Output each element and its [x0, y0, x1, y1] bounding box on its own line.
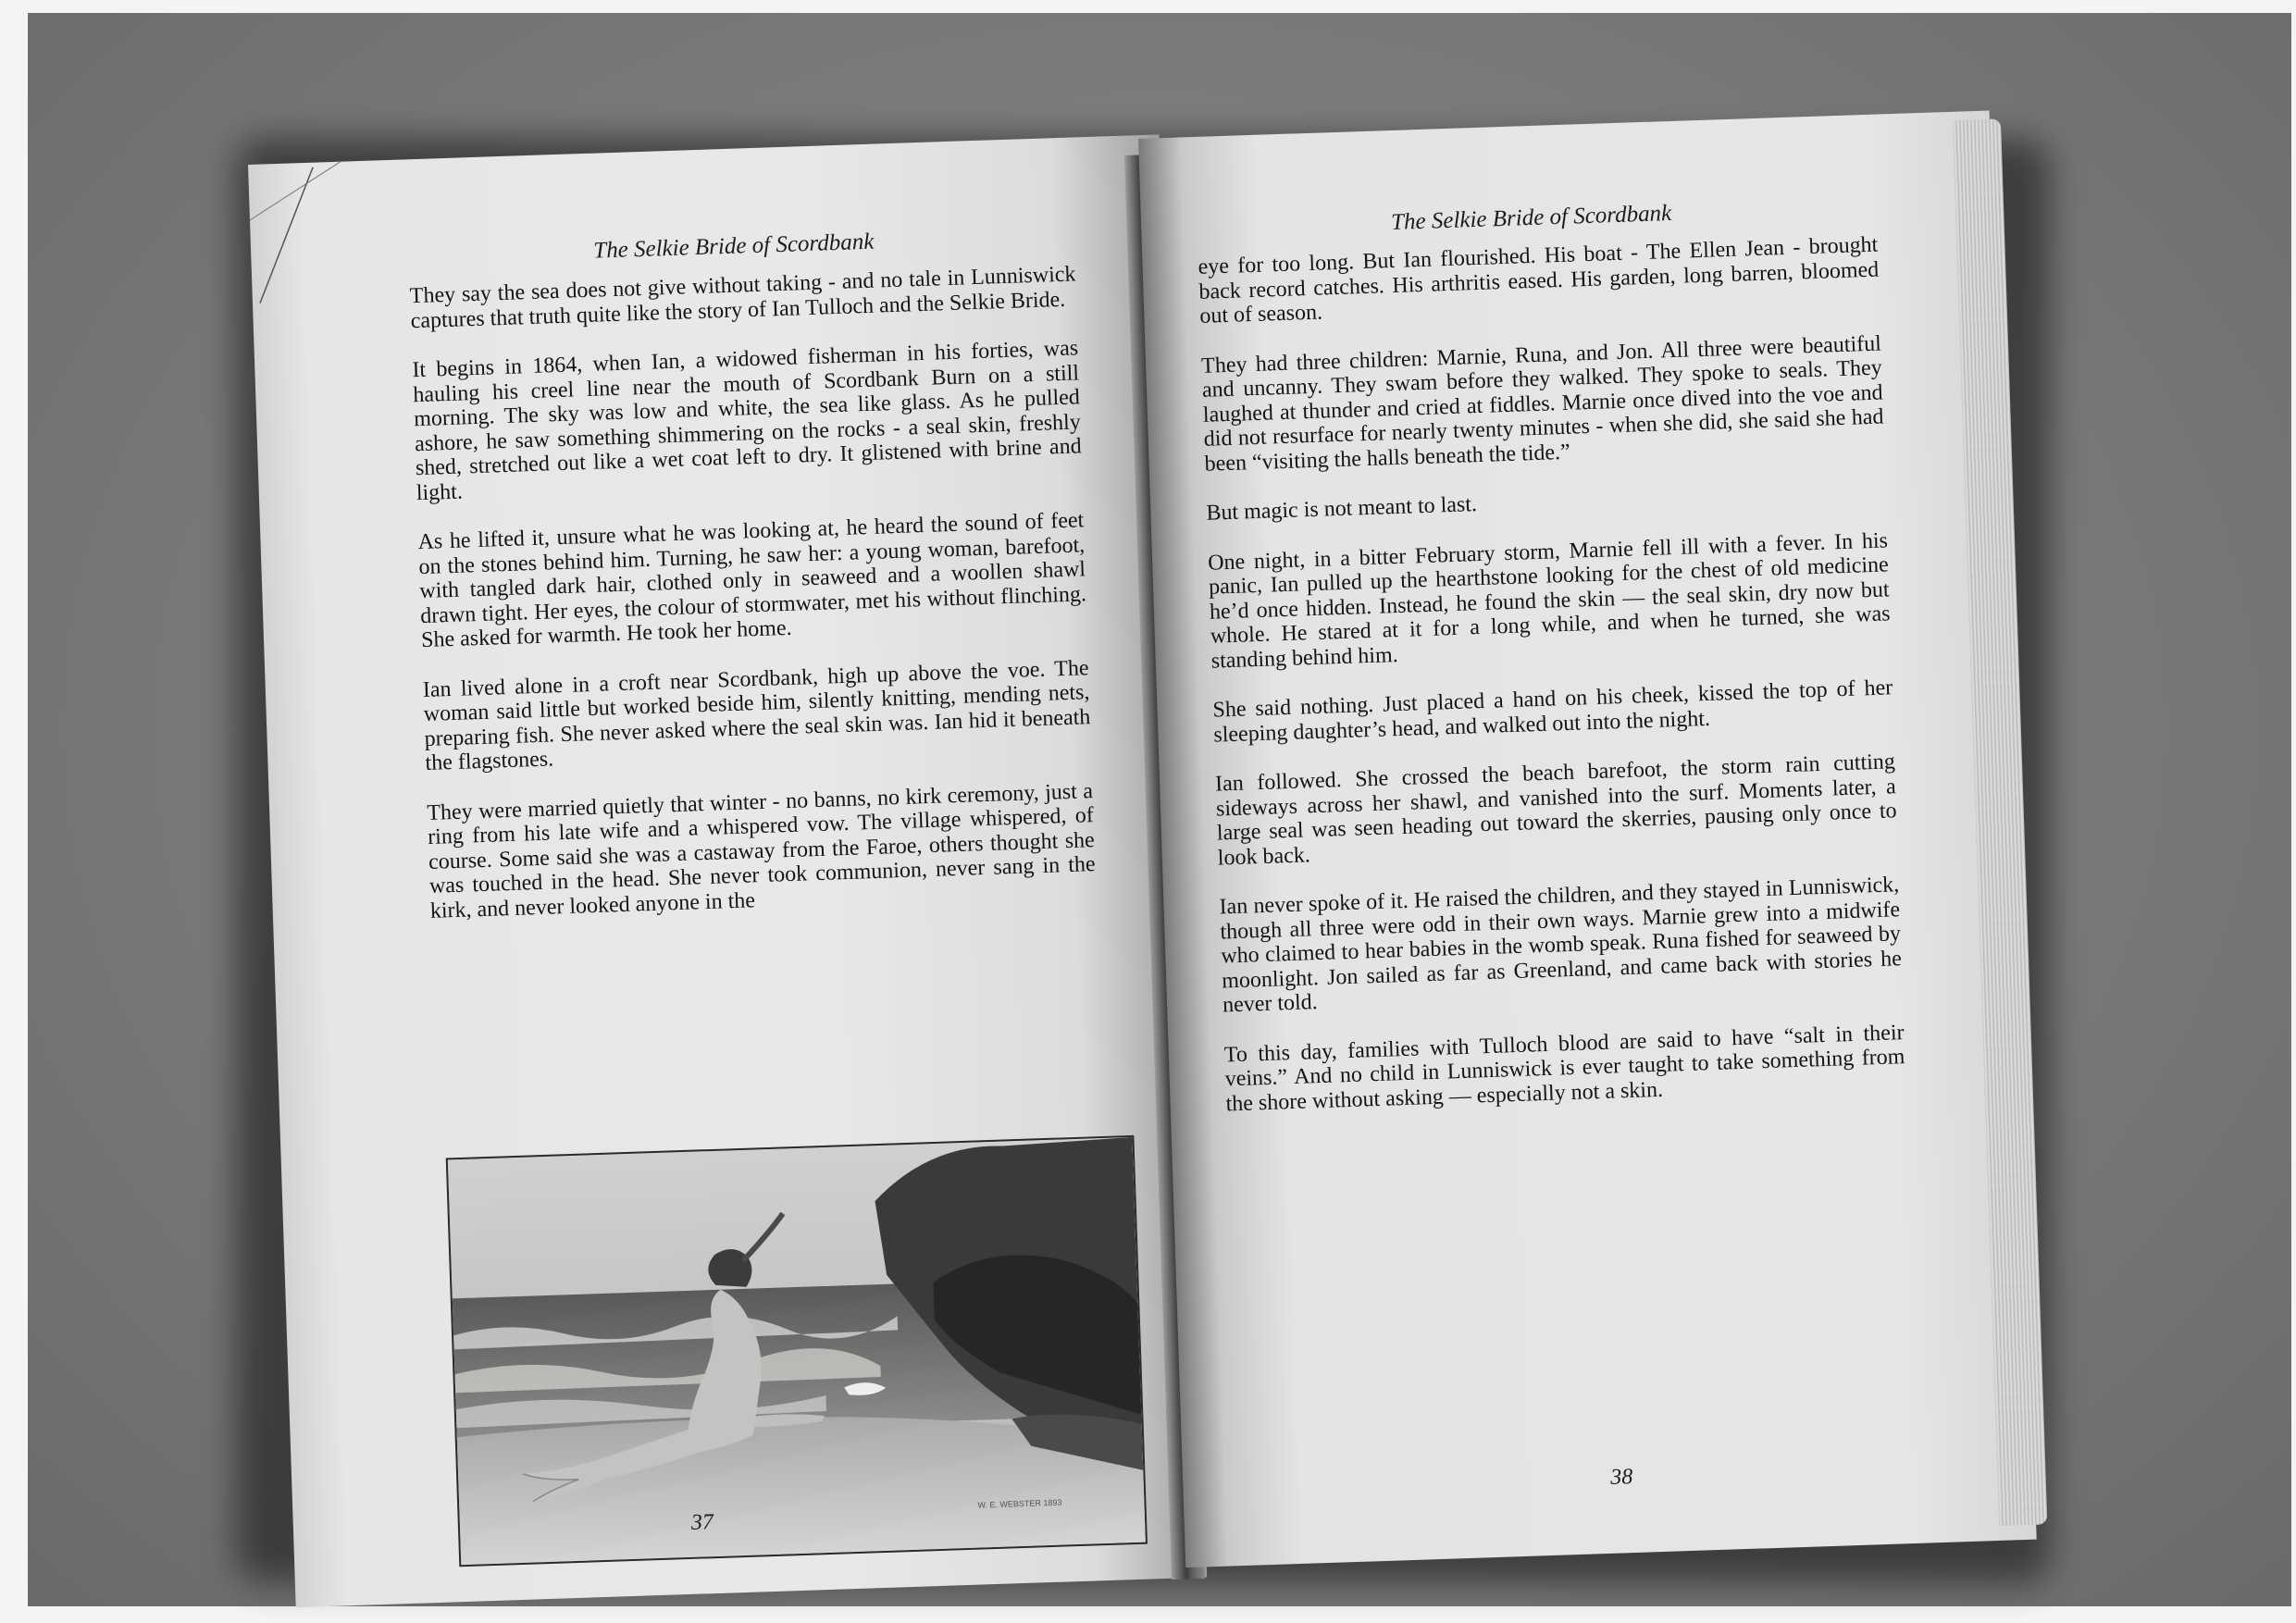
- corner-crease-mark: [248, 160, 382, 313]
- right-page: [1138, 110, 2037, 1567]
- paragraph: They say the sea does not give without taking - and no tale in Lunniswick captures that truth quite like the story of Ian Tulloch and the Selkie Bride.: [409, 262, 1076, 333]
- page-number-right: 38: [1609, 1465, 1633, 1490]
- paragraph: To this day, families with Tulloch blood are said to have “salt in their veins.” And no child in Lunniswick is ever taught to take something from the shore without asking — especially not a skin.: [1223, 1020, 1905, 1116]
- paragraph: It begins in 1864, when Ian, a widowed fisherman in his forties, was hauling his creel line near the mouth of Scordbank Burn on a still morning. The sky was low and white, the sea like glass. As he pulled ashore, he saw something shimmering on the rocks - a seal skin, freshly shed, stretched out like a wet coat left to dry. It glistened with brine and light.: [412, 336, 1083, 505]
- paragraph: They were married quietly that winter - no banns, no kirk ceremony, just a ring from his late wife and a whispered vow. The village whispered, of course. Some said she was a castaway from the Faroe, others thought she was touched in the head. She never took communion, never sang in the kirk, and never looked anyone in the: [426, 778, 1097, 923]
- paragraph: eye for too long. But Ian flourished. His boat - The Ellen Jean - brought back record catches. His arthritis eased. His garden, long barren, bloomed out of season.: [1198, 232, 1880, 328]
- paragraph: Ian never spoke of it. He raised the children, and they stayed in Lunniswick, though all three were odd in their own ways. Marnie grew into a midwife who claimed to hear babies in the womb speak. Runa fished for seaweed by moonlight. Jon sailed as far as Greenland, and came back with stories he never told.: [1219, 873, 1903, 1018]
- illustration-signature: W. E. WEBSTER 1893: [977, 1497, 1062, 1510]
- paragraph: As he lifted it, unsure what he was looking at, he heard the sound of feet on the stones behind him. Turning, he saw her: a young woman, barefoot, with tangled dark hair, clothed only in seaweed and a woollen shawl drawn tight. Her eyes, the colour of stormwater, met his without flinching. She asked for warmth. He took her home.: [417, 508, 1087, 653]
- running-title-left: The Selkie Bride of Scordbank: [592, 229, 875, 264]
- paragraph: One night, in a bitter February storm, Marnie fell ill with a fever. In his panic, Ian pulled up the hearthstone looking for the chest of old medicine he’d once hidden. Instead, he found the skin — the seal skin, dry now but whole. He stared at it for a long while, and when he turned, she was standing behind him.: [1207, 527, 1891, 674]
- paragraph: Ian lived alone in a croft near Scordbank, high up above the voe. The woman said little but worked beside him, silently knitting, mending nets, preparing fish. She never asked where the seal skin was. Ian hid it beneath the flagstones.: [422, 655, 1091, 775]
- mermaid-illustration: [446, 1135, 1148, 1567]
- paragraph: They had three children: Marnie, Runa, and Jon. All three were beautiful and uncanny. They swam before they walked. They spoke to seals. They laughed at thunder and cried at fiddles. Marnie once dived into the voe and did not resurface for nearly twenty minutes - when she did, she said she had been “visiting the halls beneath the tide.”: [1200, 331, 1884, 477]
- left-page: [248, 134, 1207, 1607]
- right-page-text: [1198, 233, 1906, 1142]
- running-title-right: The Selkie Bride of Scordbank: [1390, 200, 1672, 235]
- paragraph: Ian followed. She crossed the beach barefoot, the storm rain cutting sideways across her shawl, and vanished into the surf. Moments later, a large seal was seen heading out toward the skerries, pausing only once to look back.: [1214, 750, 1897, 871]
- page-number-left: 37: [690, 1510, 714, 1535]
- paragraph: She said nothing. Just placed a hand on his cheek, kissed the top of her sleeping daughter’s head, and walked out into the night.: [1212, 675, 1893, 748]
- paragraph: But magic is not meant to last.: [1206, 492, 1478, 526]
- left-page-text: [409, 262, 1097, 948]
